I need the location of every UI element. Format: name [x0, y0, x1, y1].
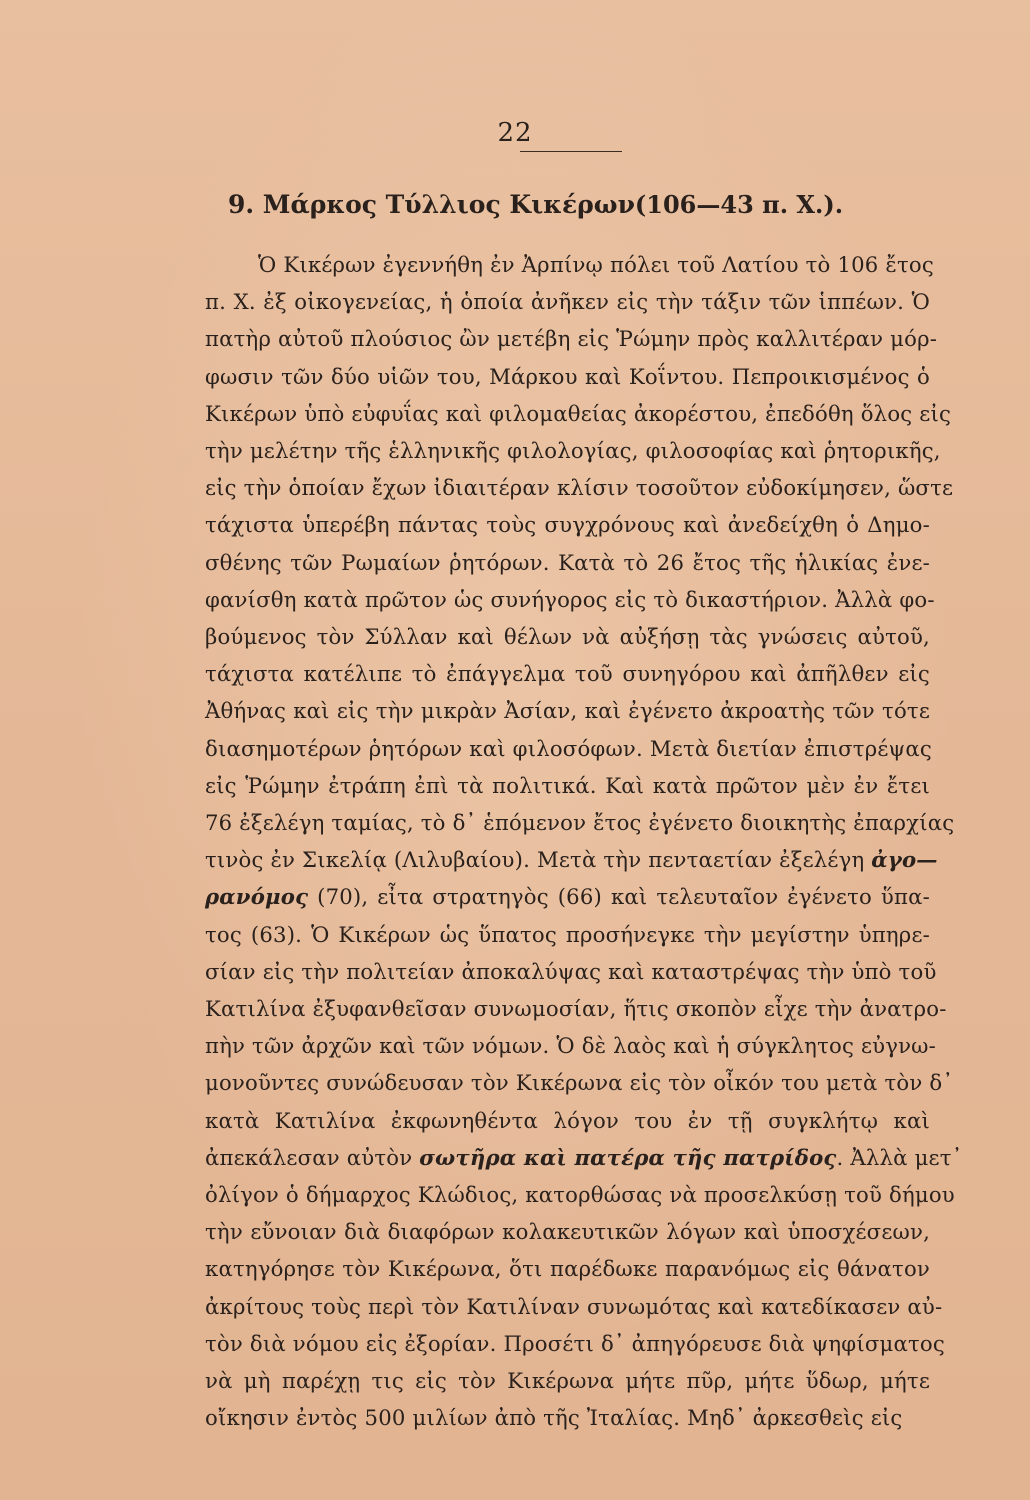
text-segment: διασημοτέρων ῥητόρων καὶ φιλοσόφων. Μετὰ διετίαν ἐπιστρέψας	[205, 735, 932, 761]
text-line	[205, 1327, 945, 1361]
text-segment: Κατιλίνα ἐξυφανθεῖσαν συνωμοσίαν, ἥτις σκοπὸν εἶχε τὴν ἀνατρο-	[205, 996, 947, 1021]
text-line	[205, 285, 930, 319]
page-number: 22	[497, 118, 533, 148]
text-line	[258, 248, 934, 282]
page-number-rule	[520, 151, 622, 152]
text-line	[205, 843, 938, 877]
text-segment: πὴν τῶν ἀρχῶν καὶ τῶν νόμων. Ὁ δὲ λαὸς καὶ ἡ σύγκλητος εὐγνω-	[205, 1033, 936, 1059]
text-segment: τὴν μελέτην τῆς ἑλληνικῆς φιλολογίας, φιλοσοφίας καὶ ῥητορικῆς,	[205, 438, 941, 463]
text-line	[205, 360, 930, 394]
text-line	[205, 1290, 943, 1324]
text-segment: νὰ μὴ παρέχῃ τις εἰς τὸν Κικέρωνα μήτε πῦρ, μήτε ὕδωρ, μήτε	[205, 1368, 930, 1393]
text-line	[205, 732, 930, 766]
section-heading-dates: (106—43 π. Χ.).	[634, 190, 844, 219]
text-segment: Ἀθήνας καὶ εἰς τὴν μικρὰν Ἀσίαν, καὶ ἐγένετο ἀκροατὴς τῶν τότε	[205, 698, 930, 724]
text-segment: τὴν εὔνοιαν διὰ διαφόρων κολακευτικῶν λόγων καὶ ὑποσχέσεων,	[205, 1219, 930, 1245]
text-line	[205, 1104, 930, 1138]
emphasized-text: ἀγο—	[871, 847, 938, 873]
text-segment: π. Χ. ἐξ οἰκογενείας, ἡ ὁποία ἀνῆκεν εἰς τὴν τάξιν τῶν ἱππέων. Ὁ	[205, 289, 930, 315]
text-line	[205, 880, 930, 914]
text-segment: (70), εἶτα στρατηγὸς (66) καὶ τελευταῖον ἐγένετο ὕπα-	[308, 884, 930, 910]
text-line	[205, 992, 947, 1026]
text-segment: ἀπεκάλεσαν αὐτὸν	[205, 1144, 420, 1170]
text-line	[205, 1215, 930, 1249]
text-segment: πατὴρ αὐτοῦ πλούσιος ὢν μετέβη εἰς Ῥώμην πρὸς καλλιτέραν μόρ-	[205, 326, 938, 352]
text-line	[205, 546, 930, 580]
text-line	[205, 1401, 930, 1435]
text-line	[205, 694, 930, 728]
text-line	[205, 955, 937, 989]
text-segment: σίαν εἰς τὴν πολιτείαν ἀποκαλύψας καὶ καταστρέψας τὴν ὑπὸ τοῦ	[205, 958, 937, 984]
text-line	[205, 657, 930, 691]
text-segment: ἀκρίτους τοὺς περὶ τὸν Κατιλίναν συνωμότας καὶ κατεδίκασεν αὐ-	[205, 1293, 943, 1319]
body-paragraph	[0, 248, 1030, 1448]
text-segment: φωσιν τῶν δύο υἱῶν του, Μάρκου καὶ Κοΐντου. Πεπροικισμένος ὁ	[205, 363, 930, 389]
text-line	[205, 1252, 930, 1286]
text-segment: οἴκησιν ἐντὸς 500 μιλίων ἀπὸ τῆς Ἰταλίας. Μηδ᾽ ἀρκεσθεὶς εἰς	[205, 1405, 903, 1431]
text-segment: Κικέρων ὑπὸ εὐφυΐας καὶ φιλομαθείας ἀκορέστου, ἐπεδόθη ὅλος εἰς	[205, 400, 952, 426]
text-line	[205, 434, 941, 468]
text-line	[205, 583, 935, 617]
text-segment: κατὰ Κατιλίνα ἐκφωνηθέντα λόγον του ἐν τῇ συγκλήτῳ καὶ	[205, 1107, 930, 1133]
text-line	[205, 1178, 955, 1212]
text-line	[205, 620, 930, 654]
section-heading	[228, 190, 928, 219]
text-segment: τινὸς ἐν Σικελίᾳ (Λιλυβαίου). Μετὰ τὴν πενταετίαν ἐξελέγη	[205, 847, 872, 873]
text-segment: ὀλίγον ὁ δήμαρχος Κλώδιος, κατορθώσας νὰ προσελκύσῃ τοῦ δήμου	[205, 1182, 955, 1207]
text-segment: εἰς τὴν ὁποίαν ἔχων ἰδιαιτέραν κλίσιν τοσοῦτον εὐδοκίμησεν, ὥστε	[205, 475, 954, 501]
emphasized-text: σωτῆρα καὶ πατέρα τῆς πατρίδος	[419, 1144, 837, 1170]
text-line	[205, 1141, 963, 1175]
emphasized-text: ρανόμος	[205, 884, 309, 910]
text-segment: τος (63). Ὁ Κικέρων ὡς ὕπατος προσήνεγκε τὴν μεγίστην ὑπηρε-	[205, 921, 930, 947]
text-line	[205, 471, 954, 505]
text-segment: βούμενος τὸν Σύλλαν καὶ θέλων νὰ αὐξήσῃ τὰς γνώσεις αὐτοῦ,	[205, 624, 930, 649]
text-line	[205, 769, 930, 803]
text-segment: 76 ἐξελέγη ταμίας, τὸ δ᾽ ἑπόμενον ἔτος ἐγένετο διοικητὴς ἐπαρχίας	[205, 810, 955, 835]
text-segment: Ὁ Κικέρων ἐγεννήθη ἐν Ἀρπίνῳ πόλει τοῦ Λατίου τὸ 106 ἔτος	[258, 252, 934, 277]
text-line	[205, 918, 930, 952]
text-line	[205, 322, 938, 356]
text-segment: . Ἀλλὰ μετ᾽	[836, 1144, 963, 1170]
text-segment: τάχιστα κατέλιπε τὸ ἐπάγγελμα τοῦ συνηγόρου καὶ ἀπῆλθεν εἰς	[205, 661, 930, 687]
text-segment: τὸν διὰ νόμου εἰς ἐξορίαν. Προσέτι δ᾽ ἀπηγόρευσε διὰ ψηφίσματος	[205, 1330, 945, 1356]
text-segment: μονοῦντες συνώδευσαν τὸν Κικέρωνα εἰς τὸν οἶκόν του μετὰ τὸν δ᾽	[205, 1070, 954, 1096]
text-segment: σθένης τῶν Ρωμαίων ῥητόρων. Κατὰ τὸ 26 ἔτος τῆς ἡλικίας ἐνε-	[205, 549, 930, 575]
text-line	[205, 1029, 936, 1063]
text-segment: κατηγόρησε τὸν Κικέρωνα, ὅτι παρέδωκε παρανόμως εἰς θάνατον	[205, 1256, 930, 1282]
text-segment: τάχιστα ὑπερέβη πάντας τοὺς συγχρόνους καὶ ἀνεδείχθη ὁ Δημο-	[205, 512, 930, 538]
text-line	[205, 508, 930, 542]
text-line	[205, 806, 955, 840]
text-segment: φανίσθη κατὰ πρῶτον ὡς συνήγορος εἰς τὸ δικαστήριον. Ἀλλὰ φο-	[205, 586, 935, 612]
text-line	[205, 397, 952, 431]
text-segment: εἰς Ῥώμην ἐτράπη ἐπὶ τὰ πολιτικά. Καὶ κατὰ πρῶτον μὲν ἐν ἔτει	[205, 772, 930, 798]
text-line	[205, 1364, 930, 1398]
section-heading-title: 9. Μάρκος Τύλλιος Κικέρων	[228, 190, 635, 219]
text-line	[205, 1066, 954, 1100]
